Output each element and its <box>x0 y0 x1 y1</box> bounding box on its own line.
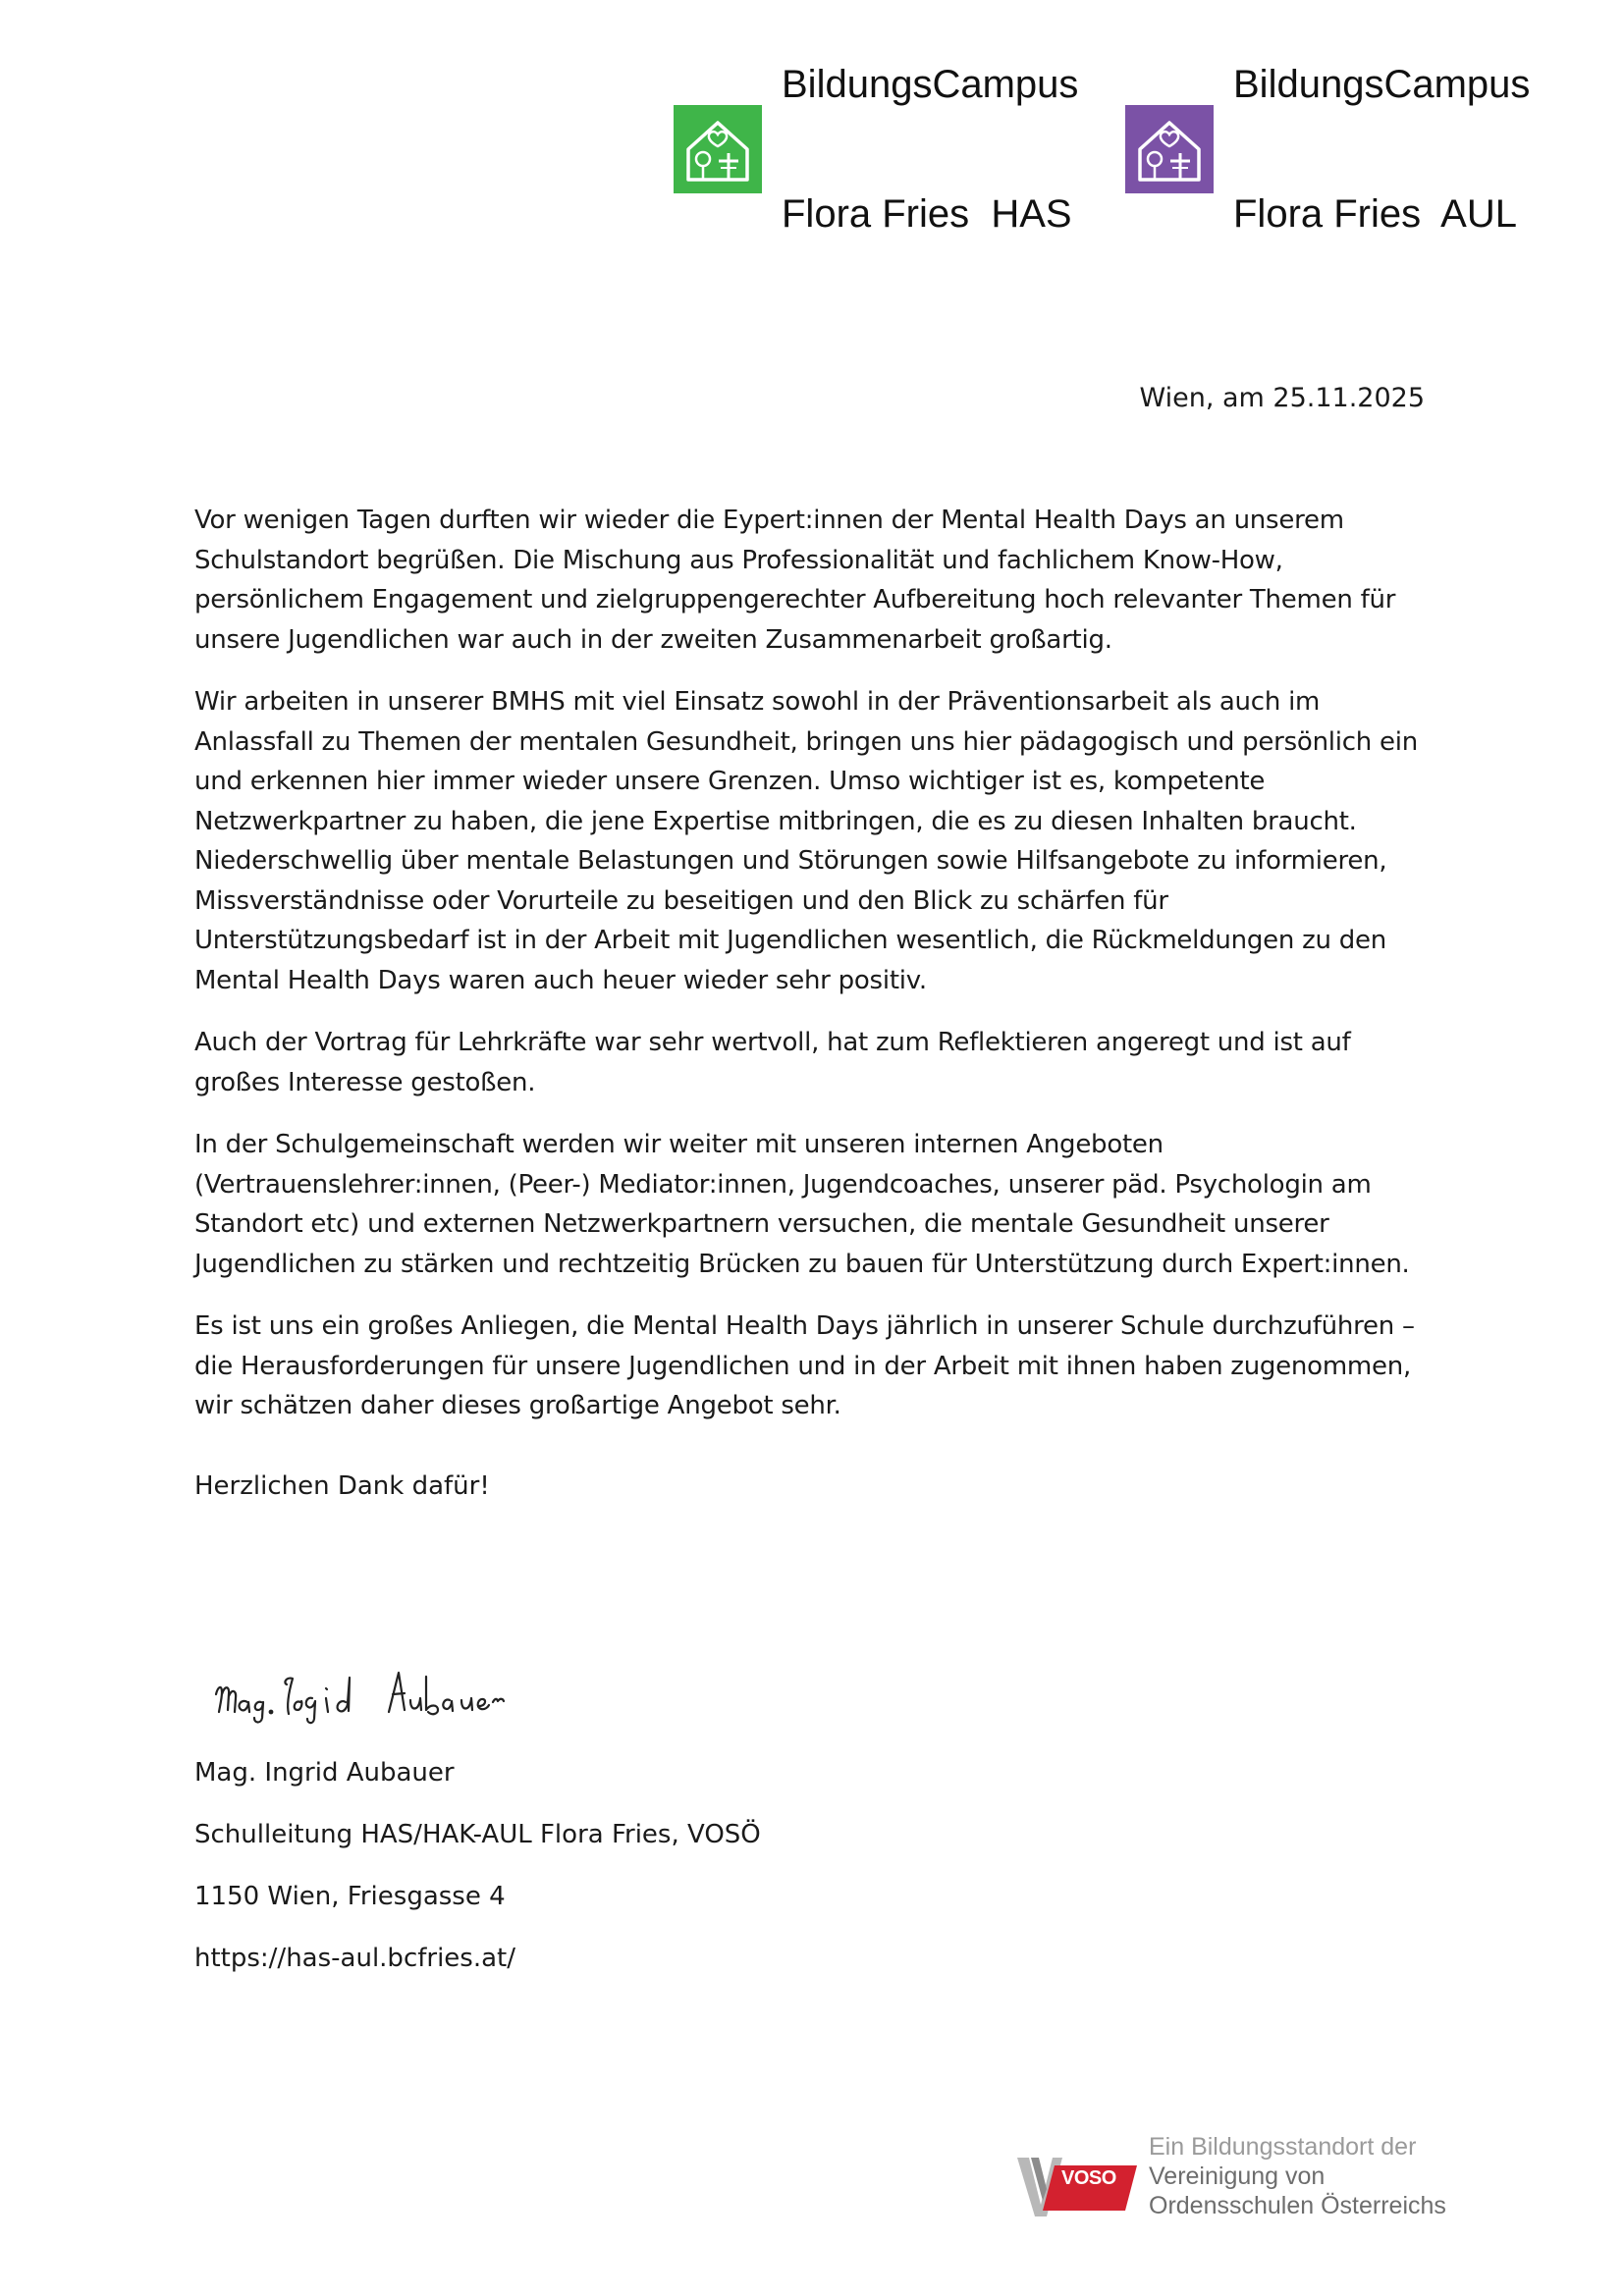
paragraph: Wir arbeiten in unserer BMHS mit viel Einsatz sowohl in der Präventionsarbeit als auch im Anlassfall zu Themen der mentalen Gesundheit, bringen uns hier pädagogisch und persönlich ein und erkennen hier immer wieder unsere Grenzen. Umso wichtiger ist es, kompetente Netzwerkpartner zu haben, die jene Expertise mitbringen, die es zu diesen Inhalten braucht. Niederschwellig über mentale Belastungen und Störungen sowie Hilfsangebote zu informieren, Missverständnisse oder Vorurteile zu beseitigen und den Blick zu schärfen für Unterstützungsbedarf ist in der Arbeit mit Jugendlichen wesentlich, die Rückmeldungen zu den Mental Health Days waren auch heuer wieder sehr positiv. <box>194 687 1418 995</box>
signer-role: Schulleitung HAS/HAK-AUL Flora Fries, VOSÖ <box>194 1820 761 1849</box>
voso-label: VOSO <box>1061 2167 1116 2189</box>
paragraph: Auch der Vortrag für Lehrkräfte war sehr wertvoll, hat zum Reflektieren angeregt und ist auf großes Interesse gestoßen. <box>194 1028 1351 1097</box>
voso-tagline <box>1149 2132 1446 2220</box>
voso-tagline-line1: Ein Bildungsstandort der <box>1149 2133 1417 2161</box>
voso-footer-logo <box>1017 2124 1449 2232</box>
paragraph: In der Schulgemeinschaft werden wir weiter mit unseren internen Angeboten (Vertrauenslehrer:innen, (Peer-) Mediator:innen, Jugendcoaches, unserer päd. Psychologin am Standort etc) und externen Netzwerkpartnern versuchen, die mentale Gesundheit unserer Jugendlichen zu stärken und rechtzeitig Brücken zu bauen für Unterstützung durch Expert:innen. <box>194 1130 1410 1279</box>
voso-tagline-line3: Ordensschulen Österreichs <box>1149 2192 1446 2219</box>
logo-aul <box>1125 63 1531 236</box>
paragraph: Es ist uns ein großes Anliegen, die Mental Health Days jährlich in unserer Schule durchzuführen – die Herausforderungen für unsere Jugendlichen und in der Arbeit mit ihnen haben zugenommen, wir schätzen daher dieses großartige Angebot sehr. <box>194 1311 1415 1420</box>
voso-tagline-line2: Vereinigung von <box>1149 2163 1326 2190</box>
signer-name: Mag. Ingrid Aubauer <box>194 1758 455 1788</box>
house-heart-tree-cross-icon <box>674 105 762 193</box>
house-heart-tree-cross-icon <box>1125 105 1214 193</box>
logo-aul-line2: Flora Fries AUL <box>1233 192 1517 236</box>
logo-has <box>674 63 1079 236</box>
closing-line: Herzlichen Dank dafür! <box>194 1471 490 1501</box>
signature-block <box>194 1753 761 2001</box>
logo-has-line2: Flora Fries HAS <box>782 192 1072 236</box>
paragraph: Vor wenigen Tagen durften wir wieder die Eypert:innen der Mental Health Days an unserem Schulstandort begrüßen. Die Mischung aus Professionalität und fachlichem Know-How, persönlichem Engagement und zielgruppengerechter Aufbereitung hoch relevanter Themen für unsere Jugendlichen war auch in der zweiten Zusammenarbeit großartig. <box>194 506 1396 655</box>
logo-aul-text <box>1233 0 1530 322</box>
handwritten-signature <box>210 1659 534 1737</box>
logo-has-line1: BildungsCampus <box>782 63 1079 106</box>
signer-address: 1150 Wien, Friesgasse 4 <box>194 1882 506 1911</box>
letter-body <box>194 501 1441 1449</box>
letter-date: Wien, am 25.11.2025 <box>1139 383 1425 413</box>
logo-has-text <box>782 0 1078 322</box>
signer-website: https://has-aul.bcfries.at/ <box>194 1944 515 1973</box>
logo-aul-line1: BildungsCampus <box>1233 63 1531 106</box>
